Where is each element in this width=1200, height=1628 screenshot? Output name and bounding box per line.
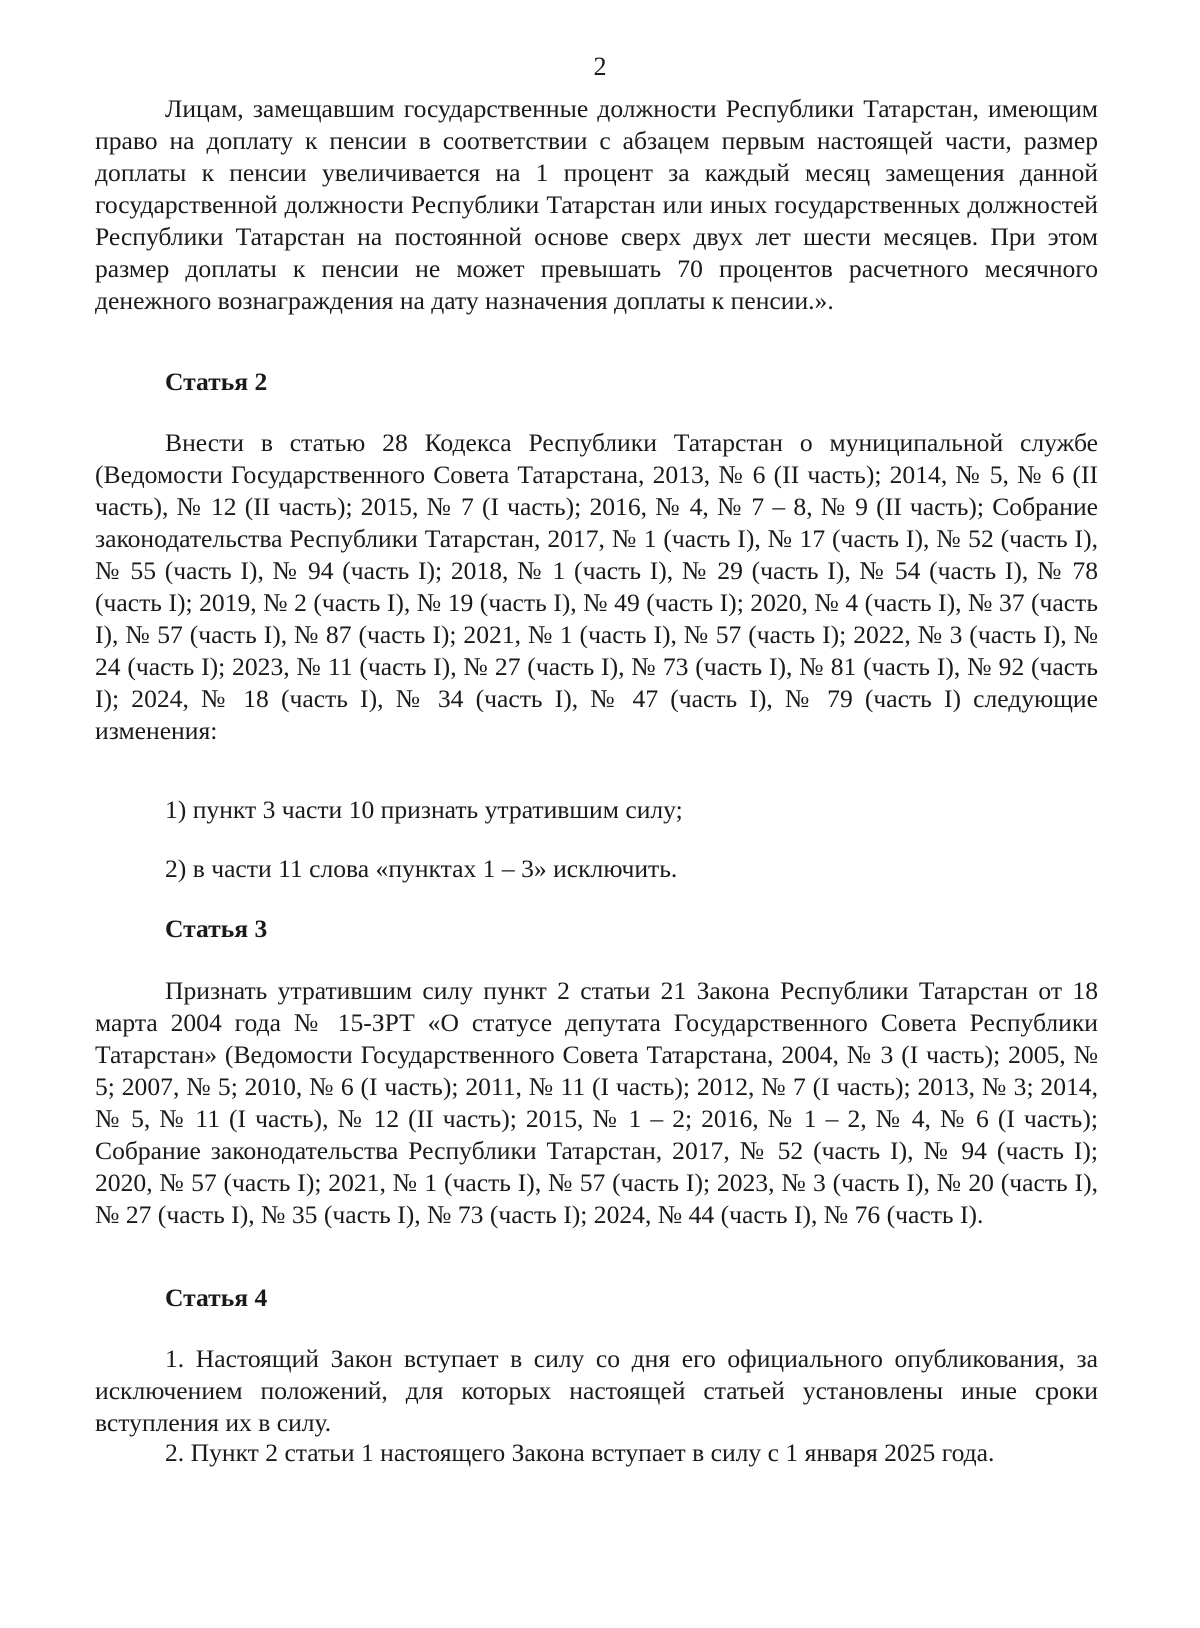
article-4-point-2: 2. Пункт 2 статьи 1 настоящего Закона вступает в силу с 1 января 2025 года. (165, 1438, 995, 1467)
article-4-point-1: 1. Настоящий Закон вступает в силу со дня его официального опубликования, за исключением положений, для которых настоящей статьей установлены иные сроки вступления их в силу. (95, 1344, 1098, 1437)
article-4-heading: Статья 4 (165, 1283, 268, 1312)
article-3-text: Признать утратившим силу пункт 2 статьи 21 Закона Республики Татарстан от 18 марта 2004 года № 15-ЗРТ «О статусе депутата Государственного Совета Республики Татарстан» (Ведомости Государственного Совета Татарстана, 2004, № 3 (I часть); 2005, № 5; 2007, № 5; 2010, № 6 (I часть); 2011, № 11 (I часть); 2012, № 7 (I часть); 2013, № 3; 2014, № 5, № 11 (I часть), № 12 (II часть); 2015, № 1 – 2; 2016, № 1 – 2, № 4, № 6 (I часть); Собрание законодательства Республики Татарстан, 2017, № 52 (часть I), № 94 (часть I); 2020, № 57 (часть I); 2021, № 1 (часть I), № 57 (часть I); 2023, № 3 (часть I), № 20 (часть I), № 27 (часть I), № 35 (часть I), № 73 (часть I); 2024, № 44 (часть I), № 76 (часть I). (95, 976, 1098, 1229)
article-2-item-2: 2) в части 11 слова «пунктах 1 – 3» исключить. (165, 854, 678, 883)
intro-paragraph: Лицам, замещавшим государственные должности Республики Татарстан, имеющим право на доплату к пенсии в соответствии с абзацем первым настоящей части, размер доплаты к пенсии увеличивается на 1 процент за каждый месяц замещения данной государственной должности Республики Татарстан или иных государственных должностей Республики Татарстан на постоянной основе сверх двух лет шести месяцев. При этом размер доплаты к пенсии не может превышать 70 процентов расчетного месячного денежного вознаграждения на дату назначения доплаты к пенсии.». (95, 94, 1098, 315)
article-2-text: Внести в статью 28 Кодекса Республики Татарстан о муниципальной службе (Ведомости Государственного Совета Татарстана, 2013, № 6 (II часть); 2014, № 5, № 6 (II часть), № 12 (II часть); 2015, № 7 (I часть); 2016, № 4, № 7 – 8, № 9 (II часть); Собрание законодательства Республики Татарстан, 2017, № 1 (часть I), № 17 (часть I), № 52 (часть I), № 55 (часть I), № 94 (часть I); 2018, № 1 (часть I), № 29 (часть I), № 54 (часть I), № 78 (часть I); 2019, № 2 (часть I), № 19 (часть I), № 49 (часть I); 2020, № 4 (часть I), № 37 (часть I), № 57 (часть I), № 87 (часть I); 2021, № 1 (часть I), № 57 (часть I); 2022, № 3 (часть I), № 24 (часть I); 2023, № 11 (часть I), № 27 (часть I), № 73 (часть I), № 81 (часть I), № 92 (часть I); 2024, № 18 (часть I), № 34 (часть I), № 47 (часть I), № 79 (часть I) следующие изменения: (95, 428, 1098, 745)
article-3-heading: Статья 3 (165, 914, 268, 943)
page-number: 2 (593, 52, 607, 81)
article-2-heading: Статья 2 (165, 367, 268, 396)
article-2-item-1: 1) пункт 3 части 10 признать утратившим силу; (165, 795, 683, 824)
